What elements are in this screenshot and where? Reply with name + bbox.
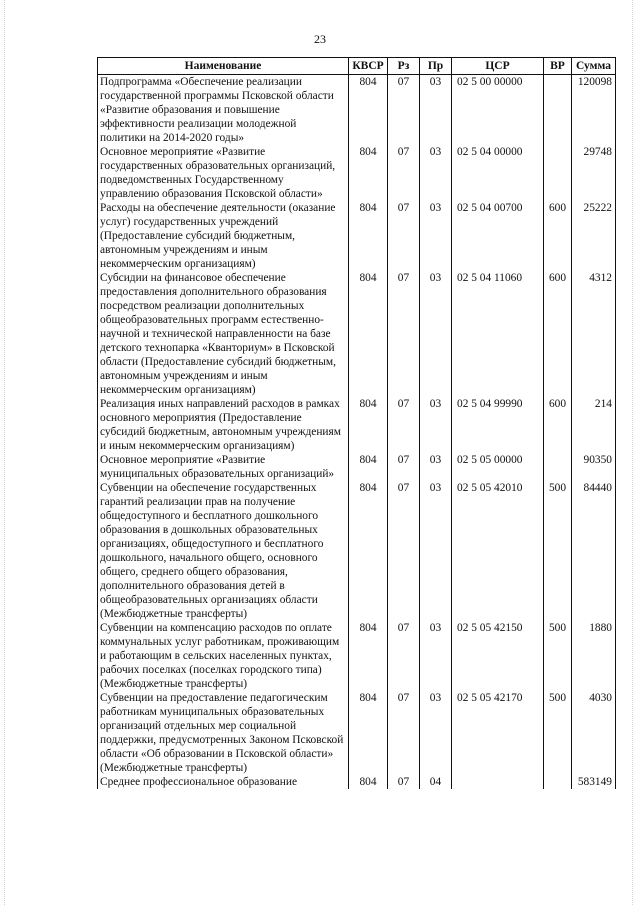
cell-vr: 600 [544, 397, 572, 453]
cell-rz: 07 [388, 145, 420, 201]
page-number: 23 [314, 32, 326, 46]
cell-sum: 4030 [572, 691, 616, 775]
cell-vr: 500 [544, 481, 572, 621]
cell-pr: 03 [420, 481, 452, 621]
cell-kvsr: 804 [349, 201, 388, 271]
cell-csr: 02 5 00 00000 [452, 75, 544, 146]
cell-csr: 02 5 04 00000 [452, 145, 544, 201]
cell-kvsr: 804 [349, 75, 388, 146]
cell-name: Подпрограмма «Обеспечение реализации государственной программы Псковской области «Развитие образования и повышение эффективности реализации молодежной политики на 2014-2020 годы» [98, 75, 349, 146]
header-csr: ЦСР [452, 58, 544, 75]
cell-sum: 214 [572, 397, 616, 453]
header-vr: ВР [544, 58, 572, 75]
cell-rz: 07 [388, 775, 420, 789]
cell-rz: 07 [388, 271, 420, 397]
cell-vr [544, 453, 572, 481]
cell-sum: 90350 [572, 453, 616, 481]
cell-vr: 500 [544, 691, 572, 775]
cell-rz: 07 [388, 201, 420, 271]
header-rz: Рз [388, 58, 420, 75]
cell-sum: 29748 [572, 145, 616, 201]
cell-name: Субвенции на предоставление педагогическим работникам муниципальных образовательных организаций отдельных мер социальной поддержки, предусмотренных Законом Псковской области «Об образовании в Псковской области» (Межбюджетные трансферты) [98, 691, 349, 775]
cell-sum: 4312 [572, 271, 616, 397]
table-row [98, 621, 616, 691]
cell-name: Субвенции на обеспечение государственных гарантий реализации прав на получение общедоступного и бесплатного дошкольного образования в дошкольных образовательных организациях, общедоступного и бесплатного дошкольного, начального общего, основного общего, среднего общего образования, дополнительного образования детей в общеобразовательных организациях области (Межбюджетные трансферты) [98, 481, 349, 621]
cell-pr: 04 [420, 775, 452, 789]
cell-sum: 1880 [572, 621, 616, 691]
table-row [98, 75, 616, 146]
cell-csr: 02 5 04 11060 [452, 271, 544, 397]
cell-rz: 07 [388, 691, 420, 775]
cell-pr: 03 [420, 691, 452, 775]
table-header-row [98, 58, 616, 75]
cell-sum: 84440 [572, 481, 616, 621]
cell-name: Основное мероприятие «Развитие государственных образовательных организаций, подведомственных Государственному управлению образования Псковской области» [98, 145, 349, 201]
table-row [98, 271, 616, 397]
cell-pr: 03 [420, 453, 452, 481]
cell-csr: 02 5 04 99990 [452, 397, 544, 453]
cell-csr: 02 5 05 42170 [452, 691, 544, 775]
cell-vr: 600 [544, 271, 572, 397]
cell-name: Субвенции на компенсацию расходов по оплате коммунальных услуг работникам, проживающим и работающим в сельских населенных пунктах, рабочих поселках (поселках городского типа) (Межбюджетные трансферты) [98, 621, 349, 691]
header-name: Наименование [98, 58, 349, 75]
header-pr: Пр [420, 58, 452, 75]
cell-name: Субсидии на финансовое обеспечение предоставления дополнительного образования посредством реализации дополнительных общеобразовательных программ естественно-научной и технической направленности на базе детского технопарка «Кванториум» в Псковской области (Предоставление субсидий бюджетным, автономным учреждениям и иным некоммерческим организациям) [98, 271, 349, 397]
cell-csr [452, 775, 544, 789]
scan-edge-left [4, 0, 6, 905]
cell-sum: 583149 [572, 775, 616, 789]
cell-kvsr: 804 [349, 621, 388, 691]
table-row [98, 145, 616, 201]
cell-csr: 02 5 04 00700 [452, 201, 544, 271]
cell-csr: 02 5 05 42010 [452, 481, 544, 621]
cell-vr: 600 [544, 201, 572, 271]
cell-rz: 07 [388, 75, 420, 146]
cell-vr: 500 [544, 621, 572, 691]
table-row [98, 397, 616, 453]
cell-csr: 02 5 05 00000 [452, 453, 544, 481]
scan-edge-right [632, 0, 634, 905]
cell-name: Реализация иных направлений расходов в рамках основного мероприятия (Предоставление субсидий бюджетным, автономным учреждениям и иным некоммерческим организациям) [98, 397, 349, 453]
table-row [98, 691, 616, 775]
cell-vr [544, 145, 572, 201]
cell-kvsr: 804 [349, 481, 388, 621]
cell-pr: 03 [420, 621, 452, 691]
cell-kvsr: 804 [349, 271, 388, 397]
table-row [98, 201, 616, 271]
cell-rz: 07 [388, 621, 420, 691]
header-sum: Сумма [572, 58, 616, 75]
header-kvsr: КВСР [349, 58, 388, 75]
cell-rz: 07 [388, 397, 420, 453]
cell-kvsr: 804 [349, 775, 388, 789]
table-row [98, 775, 616, 789]
budget-table [97, 57, 616, 789]
table-row [98, 453, 616, 481]
cell-vr [544, 775, 572, 789]
table-row [98, 481, 616, 621]
cell-pr: 03 [420, 201, 452, 271]
cell-kvsr: 804 [349, 691, 388, 775]
cell-kvsr: 804 [349, 145, 388, 201]
cell-name: Расходы на обеспечение деятельности (оказание услуг) государственных учреждений (Предоставление субсидий бюджетным, автономным учреждениям и иным некоммерческим организациям) [98, 201, 349, 271]
cell-sum: 120098 [572, 75, 616, 146]
cell-pr: 03 [420, 271, 452, 397]
cell-csr: 02 5 05 42150 [452, 621, 544, 691]
cell-name: Среднее профессиональное образование [98, 775, 349, 789]
cell-vr [544, 75, 572, 146]
cell-pr: 03 [420, 75, 452, 146]
cell-sum: 25222 [572, 201, 616, 271]
cell-rz: 07 [388, 481, 420, 621]
cell-name: Основное мероприятие «Развитие муниципальных образовательных организаций» [98, 453, 349, 481]
cell-pr: 03 [420, 397, 452, 453]
cell-rz: 07 [388, 453, 420, 481]
cell-kvsr: 804 [349, 453, 388, 481]
cell-kvsr: 804 [349, 397, 388, 453]
cell-pr: 03 [420, 145, 452, 201]
